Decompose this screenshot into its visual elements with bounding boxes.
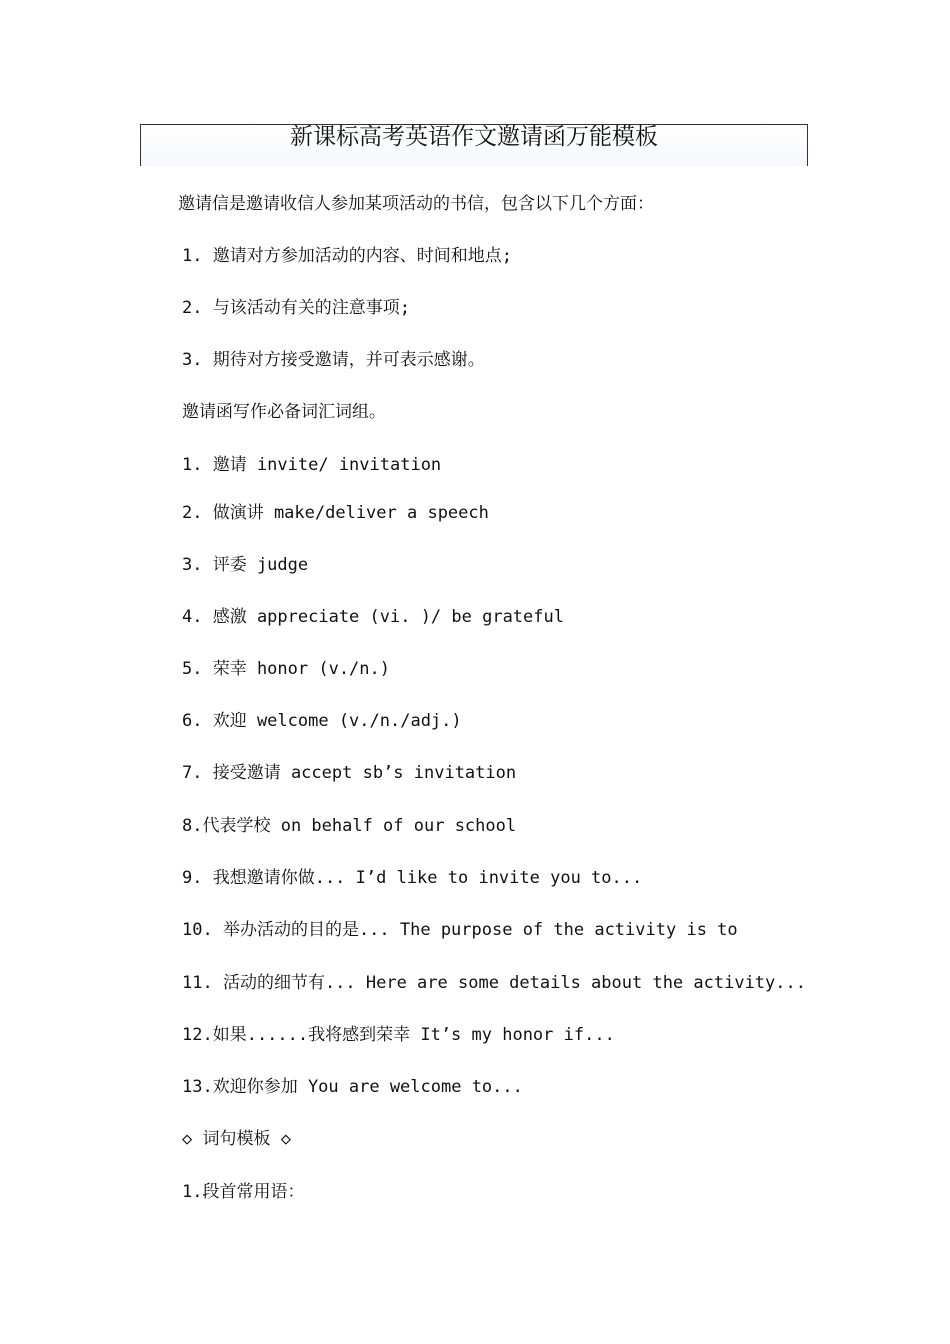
template-heading: ◇ 词句模板 ◇ xyxy=(182,1129,291,1149)
intro-paragraph: 邀请信是邀请收信人参加某项活动的书信，包含以下几个方面： xyxy=(178,194,654,214)
vocab-item: 11. 活动的细节有... Here are some details about the activity... xyxy=(182,973,806,993)
vocab-item: 1. 邀请 invite/ invitation xyxy=(182,455,442,475)
vocab-item: 10. 举办活动的目的是... The purpose of the activity is to xyxy=(182,920,738,940)
vocab-item: 4. 感激 appreciate (vi. )/ be grateful xyxy=(182,607,564,627)
vocab-item: 9. 我想邀请你做... I’d like to invite you to... xyxy=(182,868,643,888)
vocab-item: 6. 欢迎 welcome (v./n./adj.) xyxy=(182,711,462,731)
aspect-item: 2. 与该活动有关的注意事项; xyxy=(182,298,410,318)
vocab-item: 5. 荣幸 honor (v./n.) xyxy=(182,659,390,679)
vocab-item: 13.欢迎你参加 You are welcome to... xyxy=(182,1077,523,1097)
vocab-item: 3. 评委 judge xyxy=(182,555,309,575)
vocab-item: 12.如果......我将感到荣幸 It’s my honor if... xyxy=(182,1025,615,1045)
vocab-heading: 邀请函写作必备词汇词组。 xyxy=(182,402,386,422)
vocab-item: 2. 做演讲 make/deliver a speech xyxy=(182,503,489,523)
aspect-item: 1. 邀请对方参加活动的内容、时间和地点; xyxy=(182,246,512,266)
title-box xyxy=(140,124,808,166)
vocab-item: 8.代表学校 on behalf of our school xyxy=(182,816,517,836)
vocab-item: 7. 接受邀请 accept sb’s invitation xyxy=(182,763,517,783)
aspect-item: 3. 期待对方接受邀请，并可表示感谢。 xyxy=(182,350,485,370)
section-heading: 1.段首常用语： xyxy=(182,1182,305,1202)
page-title: 新课标高考英语作文邀请函万能模板 xyxy=(290,124,658,150)
